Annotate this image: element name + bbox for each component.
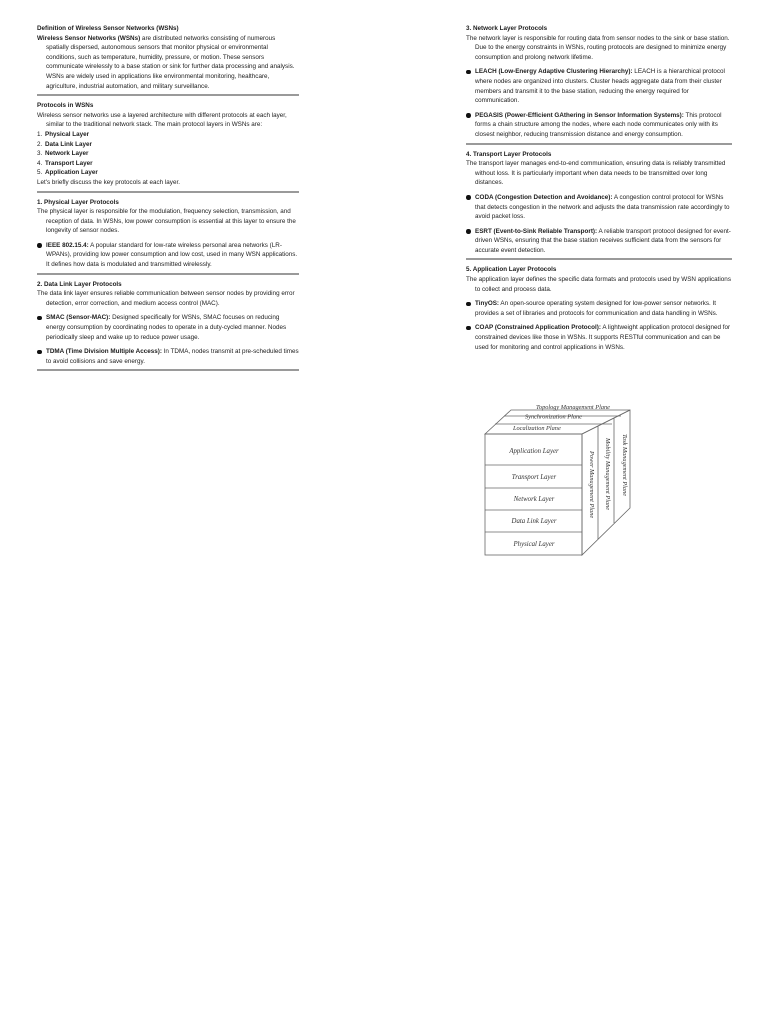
list-item xyxy=(37,130,299,140)
list-label: Network Layer xyxy=(45,150,89,158)
bold-term: IEEE 802.15.4: xyxy=(46,241,89,249)
plane-label: Synchronization Plane xyxy=(525,413,582,421)
right-column xyxy=(466,24,732,352)
section-divider xyxy=(37,369,299,371)
bullet-text: This protocol forms a chain structure among the nodes, where each node communicates only with its closest neighbor, reducing transmission distance and energy consumption. xyxy=(475,111,722,138)
list-item xyxy=(37,168,299,178)
section-divider xyxy=(37,273,299,275)
paragraph: Wireless sensor networks use a layered architecture with different protocols at each layer, similar to the traditional network stack. The main protocol layers in WSNs are: xyxy=(37,111,287,129)
bullet-item xyxy=(466,67,732,105)
bold-term: ESRT (Event-to-Sink Reliable Transport): xyxy=(475,227,598,235)
bullet-icon xyxy=(466,70,471,75)
application-layer-section xyxy=(466,265,732,352)
protocol-stack-diagram xyxy=(484,398,644,558)
list-number: 2. xyxy=(37,140,43,148)
section-title: 4. Transport Layer Protocols xyxy=(466,150,552,158)
plane-label: Power Management Plane xyxy=(588,451,595,519)
bullet-item xyxy=(37,241,299,270)
list-item xyxy=(37,159,299,169)
bullet-item xyxy=(466,111,732,140)
wsn-definition-section xyxy=(37,24,299,91)
list-number: 5. xyxy=(37,169,43,177)
plane-label: Mobility Management Plane xyxy=(604,438,611,511)
bullet-text: A popular standard for low-rate wireless personal area networks (LR-WPANs), providing low power consumption and low cost, used in many WSN applications. It defines how data is modulated and transmitted wirelessly. xyxy=(46,241,298,269)
section-title: Definition of Wireless Sensor Networks (WSNs) xyxy=(37,25,179,32)
bold-term: CODA (Congestion Detection and Avoidance): xyxy=(475,193,613,201)
bold-term: TDMA (Time Division Multiple Access): xyxy=(46,348,162,356)
transport-layer-section xyxy=(466,150,732,256)
bold-term: COAP (Constrained Application Protocol): xyxy=(475,324,601,332)
layer-label: Network Layer xyxy=(513,496,555,503)
paragraph: The network layer is responsible for routing data from sensor nodes to the sink or base station. Due to the energy constraints in WSNs, routing protocols are designed to minimize energy consumption and prolong network lifetime. xyxy=(466,34,730,61)
section-title: 5. Application Layer Protocols xyxy=(466,266,557,274)
list-label: Data Link Layer xyxy=(45,140,92,148)
bullet-item xyxy=(37,313,299,342)
layer-label: Physical Layer xyxy=(513,541,555,548)
section-divider xyxy=(466,258,732,260)
bold-term: Wireless Sensor Networks (WSNs) xyxy=(37,34,141,42)
bullet-item xyxy=(37,347,299,366)
plane-label: Task Management Plane xyxy=(621,434,628,497)
layer-list xyxy=(37,130,299,178)
data-link-layer-section xyxy=(37,280,299,367)
bullet-icon xyxy=(466,229,471,234)
paragraph: The application layer defines the specific data formats and protocols used by WSN applications to collect and process data. xyxy=(466,276,731,293)
layer-label: Transport Layer xyxy=(511,474,557,481)
list-label: Application Layer xyxy=(45,169,98,177)
bullet-item xyxy=(466,323,732,352)
plane-label: Localization Plane xyxy=(513,425,561,432)
protocols-section xyxy=(37,101,299,187)
list-label: Physical Layer xyxy=(45,130,90,138)
physical-layer-section xyxy=(37,198,299,270)
paragraph: The transport layer manages end-to-end communication, ensuring data is reliably transmitted without loss. It is particularly important when data needs to be transmitted over long distances. xyxy=(466,160,726,187)
bullet-icon xyxy=(466,113,471,118)
paragraph: The physical layer is responsible for the modulation, frequency selection, transmission, and reception of data. In WSNs, low power consumption is essential at this layer to ensure the longevity of sensor nodes. xyxy=(37,208,296,235)
bullet-icon xyxy=(466,195,471,200)
bullet-icon xyxy=(37,350,42,355)
paragraph-text: are distributed networks consisting of numerous spatially dispersed, autonomous sensors that monitor physical or environmental conditions, such as temperature, humidity, pressure, or motion. These sensors communicate wirelessly to a base station or sink for further data processing and analysis. WSNs are widely used in applications like environmental monitoring, healthcare, agriculture, industrial automation, and military surveillance. xyxy=(46,34,295,90)
bullet-text: Designed specifically for WSNs, SMAC focuses on reducing energy consumption by coordinating nodes to operate in a duty-cycled manner. Nodes periodically sleep and wake up to reduce power usage. xyxy=(46,314,287,341)
bullet-text: An open-source operating system designed for low-power sensor networks. It provides a set of libraries and protocols for communication and data handling in WSNs. xyxy=(475,300,718,317)
list-number: 3. xyxy=(37,150,43,158)
bullet-item xyxy=(466,299,732,318)
paragraph: The data link layer ensures reliable communication between sensor nodes by providing error detection, error correction, and medium access control (MAC). xyxy=(37,290,295,307)
bullet-item xyxy=(466,227,732,256)
layer-label: Application Layer xyxy=(509,448,559,455)
list-item xyxy=(37,140,299,150)
bullet-text: A reliable transport protocol designed for event-driven WSNs, ensuring that the base station receives sufficient data from the sensors for accurate event detection. xyxy=(475,227,731,254)
bold-term: SMAC (Sensor-MAC): xyxy=(46,314,111,322)
list-item xyxy=(37,149,299,159)
paragraph xyxy=(37,34,299,92)
section-title: 1. Physical Layer Protocols xyxy=(37,198,119,206)
bold-term: PEGASIS (Power-Efficient GAthering in Sensor Information Systems): xyxy=(475,111,684,119)
left-column xyxy=(37,24,299,376)
bullet-icon xyxy=(466,326,471,331)
section-divider xyxy=(37,191,299,193)
section-divider xyxy=(37,94,299,96)
list-label: Transport Layer xyxy=(45,159,93,167)
paragraph: Let's briefly discuss the key protocols at each layer. xyxy=(37,178,180,186)
bullet-text: A congestion control protocol for WSNs that detects congestion in the network and adjusts the data transmission rate accordingly to avoid packet loss. xyxy=(475,193,730,221)
list-number: 1. xyxy=(37,130,43,138)
bullet-icon xyxy=(466,302,471,307)
section-title: Protocols in WSNs xyxy=(37,102,94,110)
section-title: 2. Data Link Layer Protocols xyxy=(37,280,122,288)
bold-term: TinyOS: xyxy=(475,300,500,308)
section-title: 3. Network Layer Protocols xyxy=(466,25,548,32)
bold-term: LEACH (Low-Energy Adaptive Clustering Hierarchy): xyxy=(475,68,633,76)
bullet-icon xyxy=(37,243,42,248)
section-divider xyxy=(466,143,732,145)
bullet-item xyxy=(466,193,732,222)
list-number: 4. xyxy=(37,159,43,167)
bullet-text: LEACH is a hierarchical protocol where nodes are organized into clusters. Cluster heads aggregate data from their cluster members and transmit it to the base station, reducing the energy required for communication. xyxy=(475,68,725,105)
network-layer-section xyxy=(466,24,732,140)
layer-label: Data Link Layer xyxy=(511,518,557,525)
plane-label: Topology Management Plane xyxy=(536,404,610,411)
bullet-icon xyxy=(37,316,42,321)
bullet-text: In TDMA, nodes transmit at pre-scheduled times to avoid collisions and save energy. xyxy=(46,348,299,365)
bullet-text: A lightweight application protocol designed for constrained devices like those in WSNs. It supports RESTful communication and can be used for monitoring and control applications in WSNs. xyxy=(475,324,731,351)
